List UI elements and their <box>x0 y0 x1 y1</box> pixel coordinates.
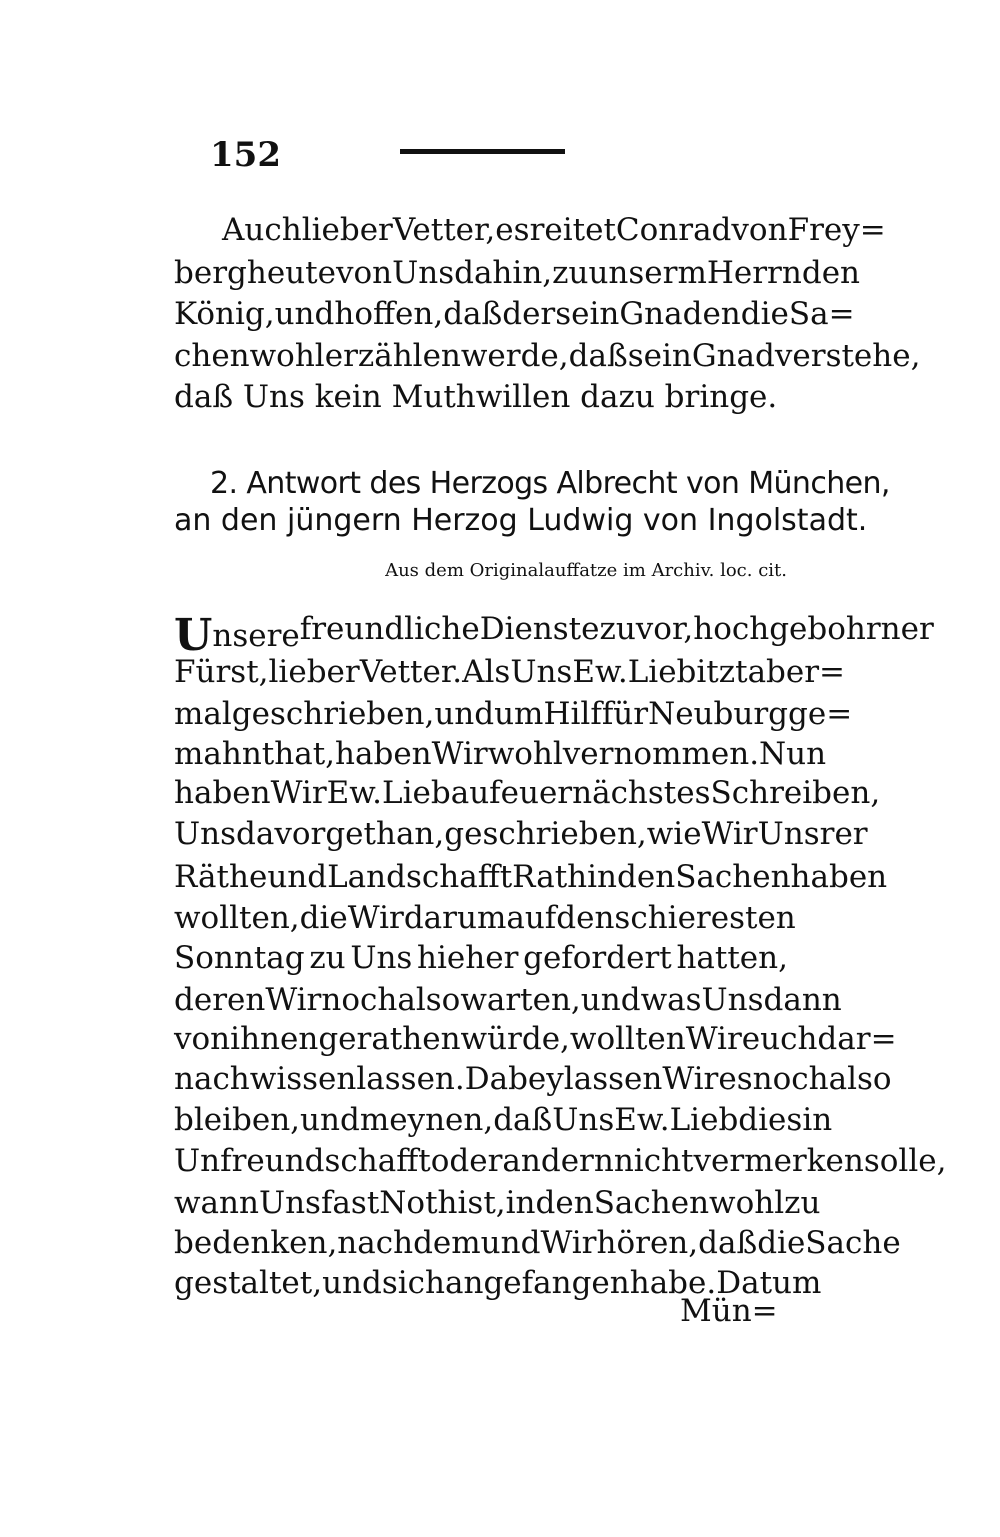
paragraph-2-line: Uns davor gethan, geschrieben, wie Wir Unsrer <box>174 816 868 852</box>
heading-line-1: 2. Antwort des Herzogs Albrecht von München, <box>210 466 890 501</box>
paragraph-2-line: mahnt hat, haben Wir wohl vernommen. Nun <box>174 736 827 772</box>
paragraph-2-line: deren Wir noch also warten, und was Uns dann <box>174 982 842 1018</box>
paragraph-1-line: Auch lieber Vetter, es reitet Conrad von Frey= <box>222 212 886 248</box>
paragraph-2-line: wollten, die Wir darum auf den schieresten <box>174 900 796 936</box>
paragraph-2-line: von ihnen gerathen würde, wollten Wir euch dar= <box>174 1021 897 1057</box>
paragraph-2-line: haben Wir Ew. Lieb auf euer nächstes Schreiben, <box>174 775 881 811</box>
paragraph-2-line: wann Uns fast Noth ist, in den Sachen wohl zu <box>174 1185 821 1221</box>
heading-line-2: an den jüngern Herzog Ludwig von Ingolstadt. <box>174 503 868 538</box>
dropcap: U <box>174 610 213 661</box>
first-word: Unsere <box>174 610 300 661</box>
paragraph-2-first-line: Unsere freundliche Dienste zuvor, hochgebohrner <box>174 610 934 661</box>
header-rule <box>400 149 565 154</box>
paragraph-1-line: berg heute von Uns dahin, zu unserm Herrn den <box>174 255 860 291</box>
source-note: Aus dem Originalauffatze im Archiv. loc. cit. <box>385 560 787 581</box>
paragraph-2-line: bleiben, und meynen, daß Uns Ew. Lieb dies in <box>174 1102 833 1138</box>
paragraph-1-line: König, und hoffen, daß der sein Gnaden die Sa= <box>174 296 855 332</box>
paragraph-1-line: daß Uns kein Muthwillen dazu bringe. <box>174 379 778 415</box>
paragraph-2-line: Fürst, lieber Vetter. Als Uns Ew. Lieb itzt aber= <box>174 654 846 690</box>
paragraph-2-line: bedenken, nachdem und Wir hören, daß die Sache <box>174 1225 901 1261</box>
paragraph-2-line: mal geschrieben, und um Hilf für Neuburg ge= <box>174 696 853 732</box>
catchword: Mün= <box>680 1293 778 1329</box>
paragraph-2-line: Unfreundschafft oder andern nicht vermerken solle, <box>174 1143 947 1179</box>
paragraph-2-line: gestaltet, und sich angefangen habe. Datum <box>174 1265 822 1301</box>
page-number: 152 <box>210 135 281 175</box>
paragraph-2-line: nach wissen lassen. Dabey lassen Wir es noch also <box>174 1061 892 1097</box>
paragraph-1-line: chen wohl erzählen werde, daß sein Gnad verstehe, <box>174 338 921 374</box>
paragraph-2-line: Räthe und Landschafft Rath in den Sachen haben <box>174 859 888 895</box>
paragraph-2-line: Sonntag zu Uns hieher gefordert hatten, <box>174 940 788 976</box>
